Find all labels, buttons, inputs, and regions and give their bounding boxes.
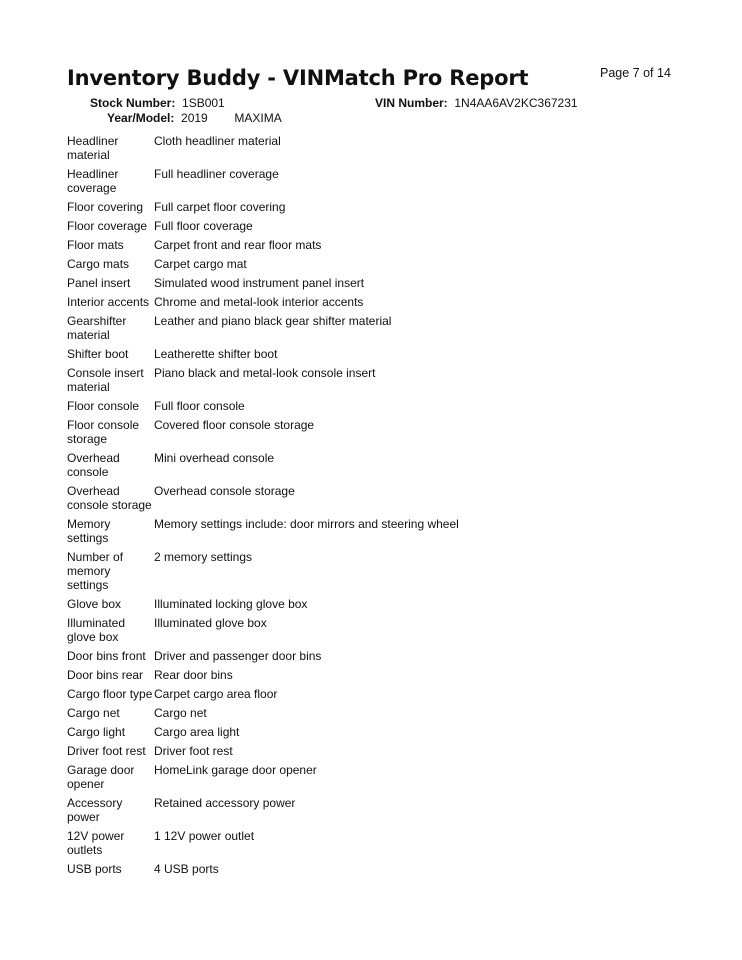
feature-label: Floor covering [67,200,144,214]
feature-label: Floor coverage [67,219,148,233]
feature-value: Cargo net [154,706,207,720]
page-number: Page 7 of 14 [600,66,671,80]
feature-row [67,484,667,512]
feature-row [67,616,667,644]
year-value: 2019 [181,111,208,125]
feature-value: Full floor console [154,399,245,413]
feature-value: Overhead console storage [154,484,295,498]
stock-number-value: 1SB001 [182,96,225,110]
feature-row [67,134,667,162]
feature-row [67,517,667,545]
feature-value: HomeLink garage door opener [154,763,317,777]
feature-value: Leatherette shifter boot [154,347,278,361]
feature-value: Covered floor console storage [154,418,315,432]
feature-row [67,418,667,446]
feature-value: Driver foot rest [154,744,233,758]
feature-label: Door bins rear [67,668,144,682]
feature-value: Illuminated locking glove box [154,597,308,611]
feature-label: Shifter boot [67,347,129,361]
stock-number-label: Stock Number: [90,96,176,110]
year-model [107,111,282,125]
feature-label: Headliner coverage [67,167,119,195]
feature-label: Cargo mats [67,257,130,271]
feature-label: Headliner material [67,134,119,162]
vin-number-label: VIN Number: [375,96,448,110]
feature-label: Gearshifter material [67,314,127,342]
feature-row [67,649,667,663]
feature-label: Floor console storage [67,418,140,446]
feature-row [67,366,667,394]
feature-label: Floor console [67,399,140,413]
feature-row [67,744,667,758]
feature-value: 1 12V power outlet [154,829,255,843]
feature-value: 2 memory settings [154,550,253,564]
feature-row [67,451,667,479]
feature-value: Cloth headliner material [154,134,281,148]
feature-label: Illuminated glove box [67,616,126,644]
feature-label: 12V power outlets [67,829,125,857]
feature-label: Console insert material [67,366,144,394]
feature-label: Overhead console storage [67,484,152,512]
feature-label: Glove box [67,597,122,611]
feature-label: Interior accents [67,295,150,309]
feature-value: Chrome and metal-look interior accents [154,295,364,309]
feature-label: Cargo net [67,706,120,720]
feature-row [67,219,667,233]
feature-row [67,597,667,611]
feature-row [67,314,667,342]
feature-row [67,687,667,701]
feature-row [67,829,667,857]
feature-value: 4 USB ports [154,862,219,876]
feature-value: Full floor coverage [154,219,253,233]
feature-row [67,862,667,876]
feature-value: Leather and piano black gear shifter material [154,314,392,328]
feature-value: Mini overhead console [154,451,275,465]
feature-value: Piano black and metal-look console insert [154,366,376,380]
feature-label: Accessory power [67,796,123,824]
vin-number-value: 1N4AA6AV2KC367231 [454,96,578,110]
feature-label: Cargo floor type [67,687,153,701]
feature-value: Rear door bins [154,668,233,682]
feature-label: Cargo light [67,725,126,739]
feature-label: Memory settings [67,517,111,545]
year-model-label: Year/Model: [107,111,175,125]
feature-label: Overhead console [67,451,120,479]
feature-row [67,295,667,309]
feature-label: USB ports [67,862,122,876]
feature-row [67,706,667,720]
feature-value: Full carpet floor covering [154,200,286,214]
feature-label: Driver foot rest [67,744,146,758]
feature-row [67,763,667,791]
feature-row [67,257,667,271]
feature-value: Carpet front and rear floor mats [154,238,322,252]
feature-row [67,347,667,361]
stock-number [90,96,225,110]
feature-value: Full headliner coverage [154,167,279,181]
feature-row [67,200,667,214]
report-title: Inventory Buddy - VINMatch Pro Report [67,66,529,90]
feature-row [67,668,667,682]
feature-list [67,134,667,881]
vin-number [375,96,578,110]
feature-value: Carpet cargo mat [154,257,247,271]
feature-label: Panel insert [67,276,131,290]
feature-value: Simulated wood instrument panel insert [154,276,365,290]
feature-value: Memory settings include: door mirrors and steering wheel [154,517,459,531]
feature-value: Driver and passenger door bins [154,649,322,663]
model-value: MAXIMA [234,111,282,125]
feature-label: Garage door opener [67,763,135,791]
feature-row [67,238,667,252]
feature-value: Retained accessory power [154,796,296,810]
feature-row [67,796,667,824]
feature-row [67,167,667,195]
feature-row [67,550,667,592]
feature-label: Number of memory settings [67,550,124,592]
feature-label: Floor mats [67,238,124,252]
feature-value: Illuminated glove box [154,616,267,630]
feature-row [67,276,667,290]
feature-value: Cargo area light [154,725,240,739]
feature-label: Door bins front [67,649,146,663]
feature-row [67,725,667,739]
feature-value: Carpet cargo area floor [154,687,278,701]
feature-row [67,399,667,413]
